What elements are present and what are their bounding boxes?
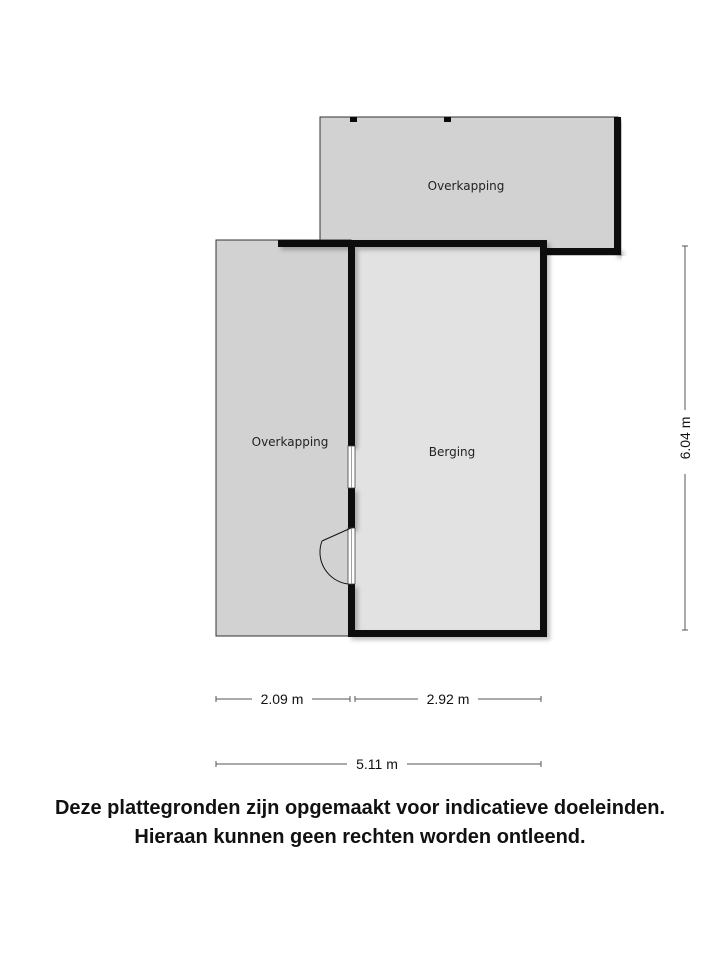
disclaimer bbox=[0, 794, 720, 852]
dimension-left-width-label: 2.09 m bbox=[260, 691, 304, 707]
berging-label: Berging bbox=[428, 445, 476, 459]
post-left bbox=[350, 117, 357, 122]
disclaimer-line-1: Deze plattegronden zijn opgemaakt voor indicatieve doeleinden. bbox=[54, 797, 666, 819]
dimension-height bbox=[677, 246, 693, 630]
left-overkapping-label: Overkapping bbox=[251, 435, 329, 449]
dimension-partial bbox=[216, 691, 541, 707]
top-overkapping-area bbox=[320, 117, 621, 255]
dimension-total-width-label: 5.11 m bbox=[356, 756, 398, 772]
dimension-right-width-label: 2.92 m bbox=[426, 691, 470, 707]
disclaimer-line-2: Hieraan kunnen geen rechten worden ontleend. bbox=[134, 826, 586, 848]
top-overkapping-label: Overkapping bbox=[427, 179, 505, 193]
window bbox=[348, 446, 355, 488]
dimension-total bbox=[216, 756, 541, 772]
dimension-height-label: 6.04 m bbox=[677, 416, 693, 460]
post-right bbox=[444, 117, 451, 122]
berging-room bbox=[353, 246, 544, 634]
